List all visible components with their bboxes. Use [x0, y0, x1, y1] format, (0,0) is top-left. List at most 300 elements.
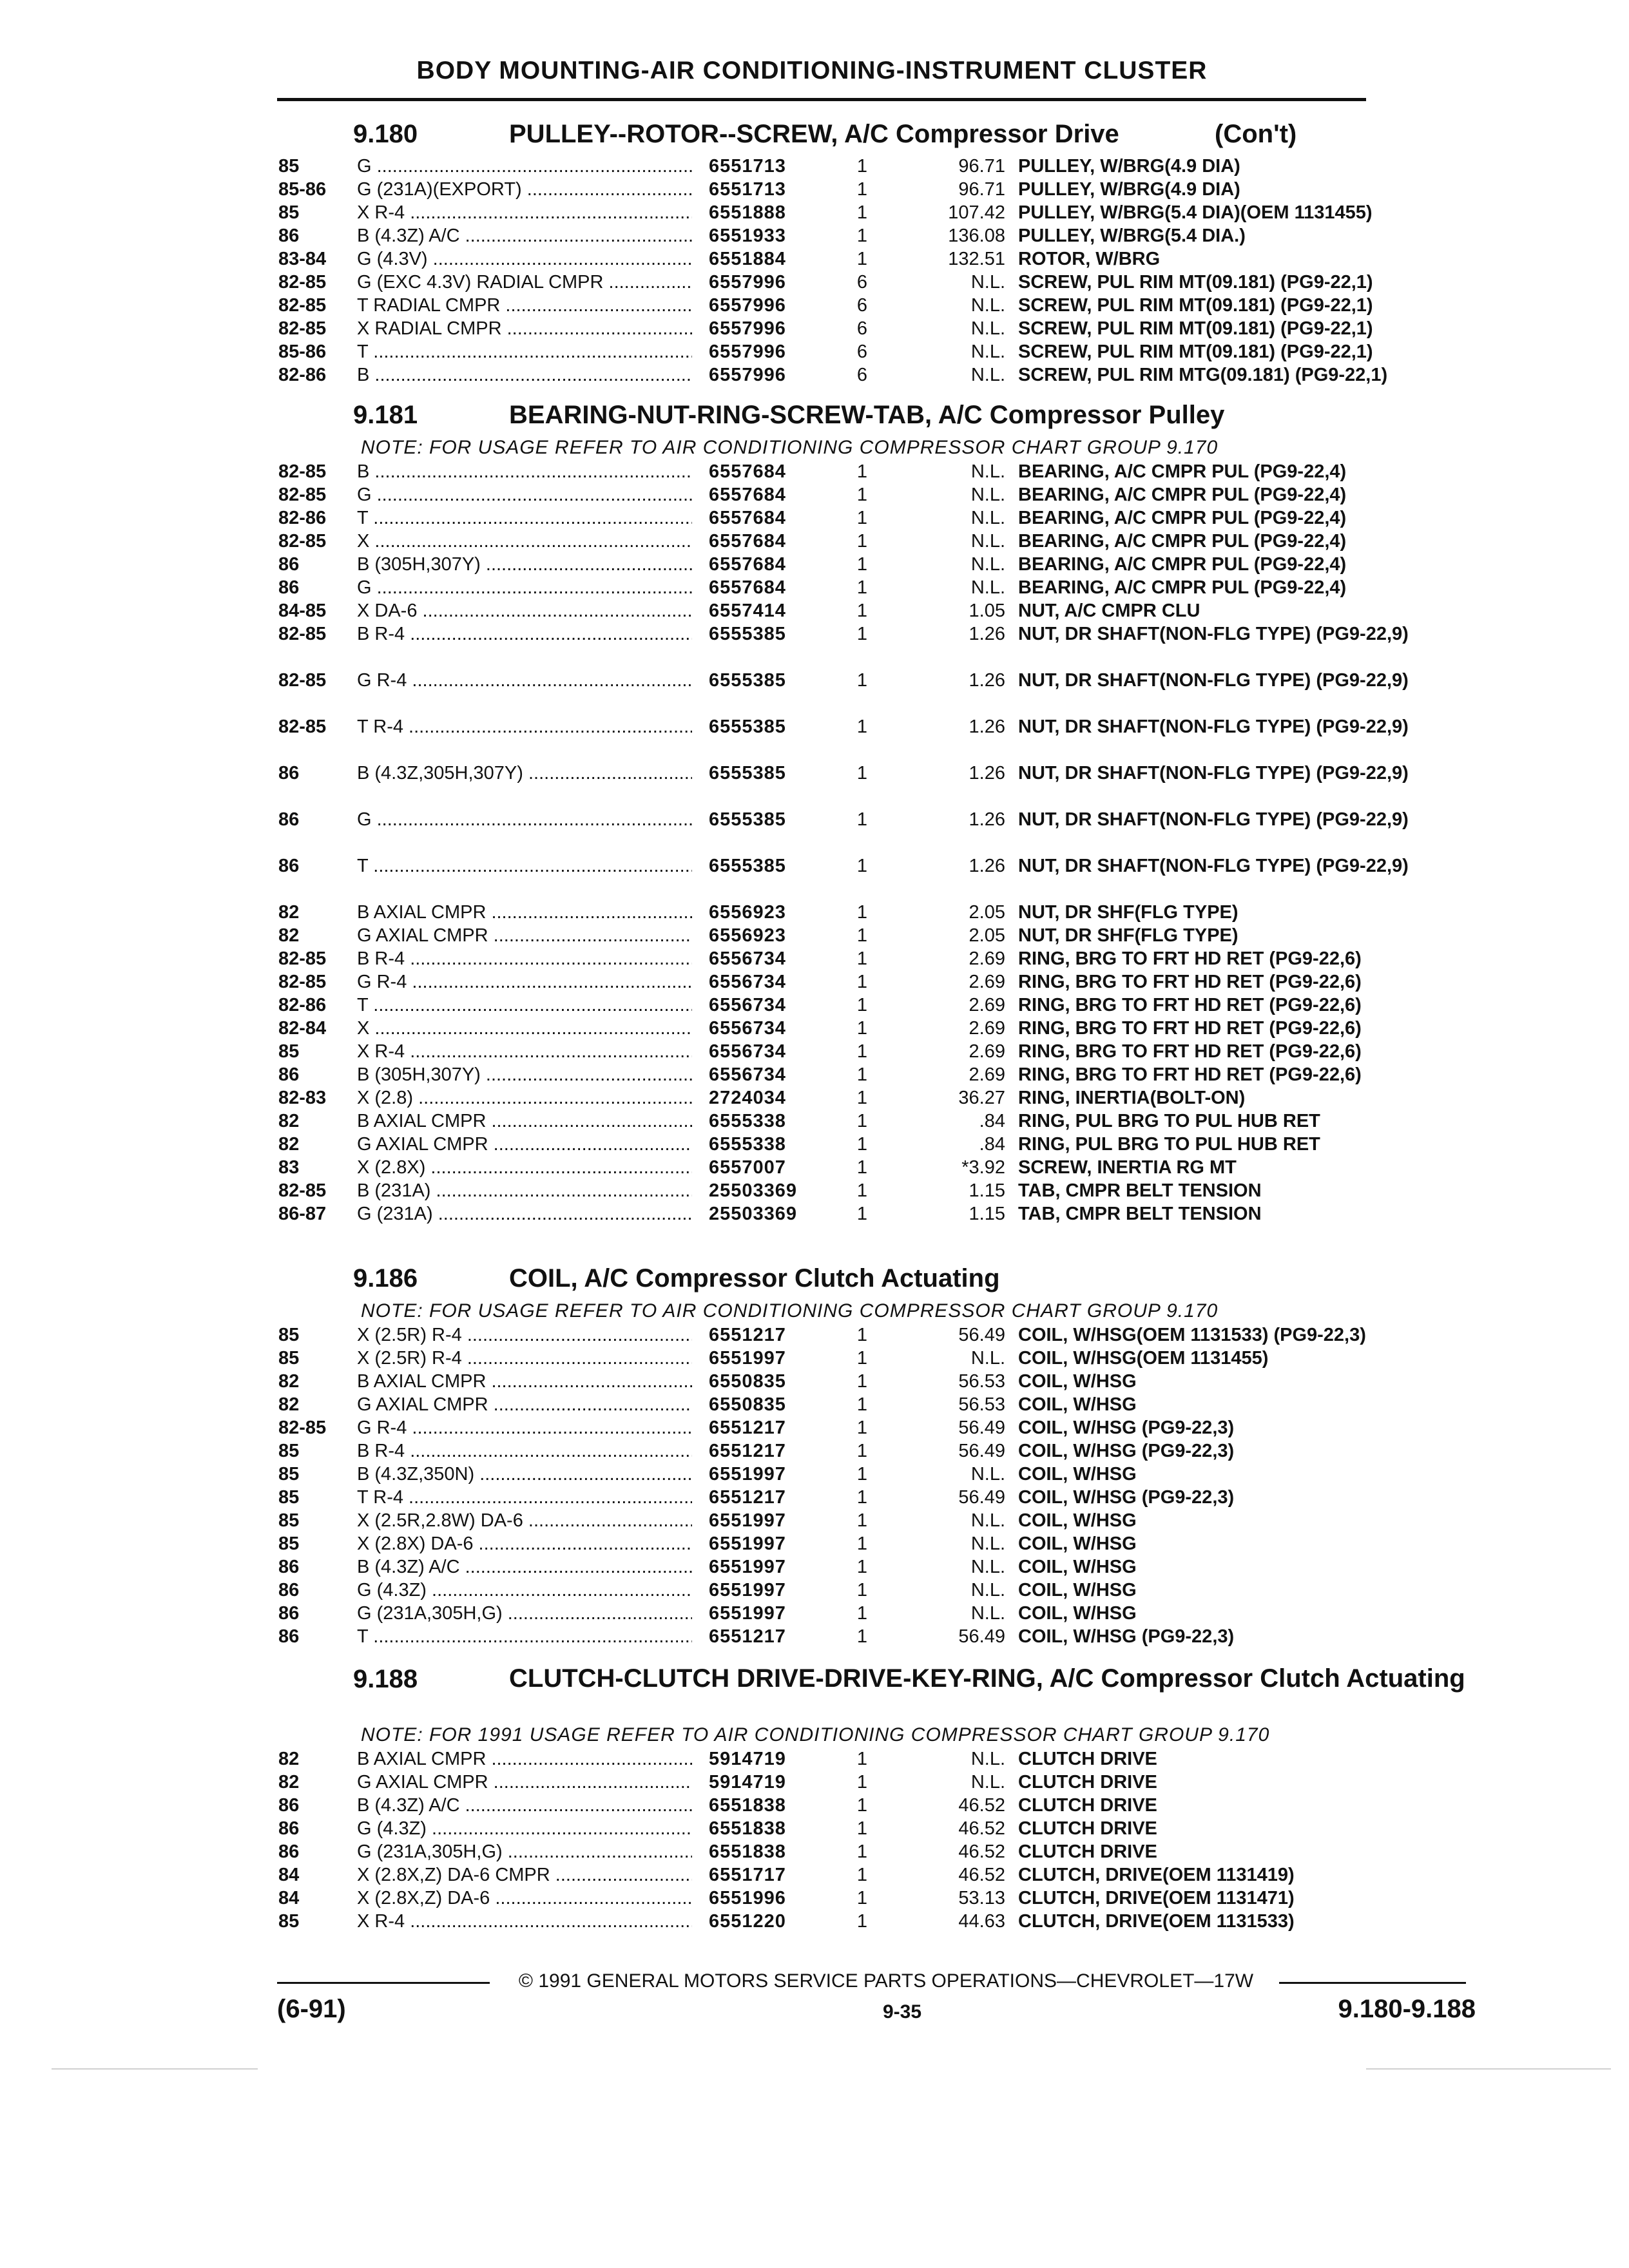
model-text: G .....	[357, 156, 692, 177]
quantity-cell: 1	[856, 485, 868, 505]
part-row	[0, 224, 1629, 247]
description-cell: RING, INERTIA(BOLT-ON)	[1018, 1088, 1246, 1108]
section-number: 9.188	[353, 1665, 418, 1693]
description-cell: NUT, DR SHAFT(NON-FLG TYPE) (PG9-22,9)	[1018, 716, 1409, 737]
part-row	[0, 1110, 1629, 1133]
year-cell: 82-85	[278, 1180, 327, 1201]
model-cell	[357, 363, 692, 387]
description-cell: PULLEY, W/BRG(5.4 DIA)(OEM 1131455)	[1018, 202, 1373, 223]
model-text: B (4.3Z,305H,307Y) .....	[357, 763, 692, 783]
model-text: G (231A,305H,G) .....	[357, 1603, 692, 1624]
price-cell: 56.49	[958, 1441, 1005, 1461]
model-text: B R-4 .....	[357, 624, 692, 644]
model-text: T .....	[357, 995, 692, 1015]
year-cell: 82-85	[278, 1418, 327, 1438]
year-cell: 82	[278, 1111, 300, 1131]
part-number-cell: 6555338	[709, 1134, 786, 1155]
part-row	[0, 178, 1629, 201]
quantity-cell: 1	[856, 1557, 868, 1577]
section-title: BEARING-NUT-RING-SCREW-TAB, A/C Compressor Pulley	[509, 401, 1225, 429]
model-cell	[357, 1370, 692, 1393]
year-cell: 82-85	[278, 318, 327, 339]
part-row	[0, 1393, 1629, 1416]
year-cell: 82-85	[278, 461, 327, 482]
description-cell: NUT, DR SHAFT(NON-FLG TYPE) (PG9-22,9)	[1018, 856, 1409, 876]
model-text: G .....	[357, 577, 692, 598]
year-cell: 85-86	[278, 341, 327, 362]
part-number-cell: 6557007	[709, 1157, 786, 1178]
part-number-cell: 5914719	[709, 1772, 786, 1792]
description-cell: SCREW, PUL RIM MT(09.181) (PG9-22,1)	[1018, 318, 1373, 339]
price-cell: 2.69	[969, 995, 1005, 1015]
model-cell	[357, 1887, 692, 1910]
part-row	[0, 294, 1629, 317]
quantity-cell: 1	[856, 1064, 868, 1085]
year-cell: 82-85	[278, 624, 327, 644]
description-cell: CLUTCH DRIVE	[1018, 1818, 1157, 1839]
model-text: G AXIAL CMPR .....	[357, 1134, 692, 1155]
part-number-cell: 6551217	[709, 1325, 786, 1345]
model-cell	[357, 340, 692, 363]
price-cell: 1.26	[969, 624, 1005, 644]
description-cell: SCREW, INERTIA RG MT	[1018, 1157, 1237, 1178]
part-number-cell: 6556923	[709, 902, 786, 923]
description-cell: BEARING, A/C CMPR PUL (PG9-22,4)	[1018, 554, 1347, 575]
year-cell: 86	[278, 1603, 300, 1624]
description-cell: SCREW, PUL RIM MT(09.181) (PG9-22,1)	[1018, 295, 1373, 316]
model-cell	[357, 155, 692, 178]
model-text: G (231A) .....	[357, 1204, 692, 1224]
description-cell: NUT, DR SHAFT(NON-FLG TYPE) (PG9-22,9)	[1018, 763, 1409, 783]
description-cell: CLUTCH, DRIVE(OEM 1131533)	[1018, 1911, 1295, 1932]
model-text: X (2.8) .....	[357, 1088, 692, 1108]
price-cell: 56.49	[958, 1418, 1005, 1438]
section-9-181	[0, 394, 1629, 1225]
model-cell	[357, 178, 692, 201]
price-cell: 2.69	[969, 948, 1005, 969]
quantity-cell: 1	[856, 1533, 868, 1554]
part-row	[0, 854, 1629, 901]
description-cell: COIL, W/HSG (PG9-22,3)	[1018, 1418, 1235, 1438]
year-cell: 86	[278, 1064, 300, 1085]
description-cell: RING, BRG TO FRT HD RET (PG9-22,6)	[1018, 995, 1362, 1015]
year-cell: 86	[278, 1557, 300, 1577]
year-cell: 82	[278, 1772, 300, 1792]
part-row	[0, 1794, 1629, 1817]
year-cell: 85	[278, 1464, 300, 1485]
quantity-cell: 1	[856, 1394, 868, 1415]
part-number-cell: 6556734	[709, 1064, 786, 1085]
quantity-cell: 1	[856, 1088, 868, 1108]
part-row	[0, 1840, 1629, 1863]
part-row	[0, 901, 1629, 924]
year-cell: 82-85	[278, 485, 327, 505]
year-cell: 85	[278, 202, 300, 223]
description-cell: RING, BRG TO FRT HD RET (PG9-22,6)	[1018, 1064, 1362, 1085]
year-cell: 85	[278, 156, 300, 177]
part-number-cell: 6551713	[709, 179, 786, 200]
section-number: 9.180	[353, 120, 418, 148]
description-cell: BEARING, A/C CMPR PUL (PG9-22,4)	[1018, 461, 1347, 482]
year-cell: 86	[278, 1580, 300, 1600]
part-number-cell: 6557996	[709, 318, 786, 339]
header-rule	[277, 98, 1366, 101]
model-cell	[357, 1817, 692, 1840]
model-text: B .....	[357, 461, 692, 482]
model-text: G .....	[357, 485, 692, 505]
price-cell: 132.51	[948, 249, 1005, 269]
footer-rule-right	[1279, 1982, 1466, 1984]
model-cell	[357, 854, 692, 878]
model-text: B .....	[357, 365, 692, 385]
part-number-cell: 6555385	[709, 763, 786, 783]
part-number-cell: 2724034	[709, 1088, 786, 1108]
quantity-cell: 1	[856, 1464, 868, 1485]
quantity-cell: 1	[856, 156, 868, 177]
part-row	[0, 483, 1629, 506]
part-number-cell: 25503369	[709, 1204, 798, 1224]
model-cell	[357, 1133, 692, 1156]
year-cell: 85	[278, 1441, 300, 1461]
model-cell	[357, 924, 692, 947]
price-cell: N.L.	[970, 318, 1005, 339]
description-cell: SCREW, PUL RIM MT(09.181) (PG9-22,1)	[1018, 272, 1373, 293]
price-cell: N.L.	[970, 1510, 1005, 1531]
quantity-cell: 6	[856, 318, 868, 339]
part-number-cell: 6555338	[709, 1111, 786, 1131]
part-row	[0, 1323, 1629, 1347]
model-text: B (4.3Z) A/C .....	[357, 1557, 692, 1577]
model-cell	[357, 1393, 692, 1416]
year-cell: 84	[278, 1888, 300, 1908]
year-cell: 86	[278, 577, 300, 598]
model-cell	[357, 1625, 692, 1648]
quantity-cell: 1	[856, 1626, 868, 1647]
part-row	[0, 317, 1629, 340]
part-number-cell: 6557684	[709, 577, 786, 598]
quantity-cell: 1	[856, 1510, 868, 1531]
model-cell	[357, 1555, 692, 1579]
quantity-cell: 1	[856, 1818, 868, 1839]
model-cell	[357, 294, 692, 317]
price-cell: 44.63	[958, 1911, 1005, 1932]
price-cell: 1.26	[969, 856, 1005, 876]
year-cell: 82	[278, 902, 300, 923]
description-cell: COIL, W/HSG (PG9-22,3)	[1018, 1441, 1235, 1461]
footer-group-range: 9.180-9.188	[1338, 1995, 1476, 2023]
model-text: X R-4 .....	[357, 1911, 692, 1932]
part-number-cell: 6556734	[709, 1018, 786, 1039]
quantity-cell: 1	[856, 1018, 868, 1039]
year-cell: 85	[278, 1510, 300, 1531]
quantity-cell: 1	[856, 716, 868, 737]
price-cell: N.L.	[970, 1580, 1005, 1600]
model-cell	[357, 901, 692, 924]
model-cell	[357, 1579, 692, 1602]
part-row	[0, 1156, 1629, 1179]
year-cell: 85	[278, 1348, 300, 1369]
price-cell: N.L.	[970, 1557, 1005, 1577]
footer-page-number: 9-35	[882, 2001, 922, 2023]
description-cell: NUT, DR SHAFT(NON-FLG TYPE) (PG9-22,9)	[1018, 624, 1409, 644]
part-number-cell: 6555385	[709, 624, 786, 644]
price-cell: N.L.	[970, 485, 1005, 505]
description-cell: NUT, DR SHAFT(NON-FLG TYPE) (PG9-22,9)	[1018, 809, 1409, 830]
year-cell: 82-85	[278, 716, 327, 737]
model-cell	[357, 1771, 692, 1794]
model-text: B R-4 .....	[357, 1441, 692, 1461]
footer-copyright: © 1991 GENERAL MOTORS SERVICE PARTS OPERATIONS—CHEVROLET—17W	[518, 1970, 1254, 1992]
model-text: X .....	[357, 531, 692, 552]
model-text: B (231A) .....	[357, 1180, 692, 1201]
description-cell: NUT, DR SHF(FLG TYPE)	[1018, 925, 1239, 946]
quantity-cell: 1	[856, 809, 868, 830]
price-cell: 2.05	[969, 902, 1005, 923]
part-number-cell: 6557414	[709, 601, 786, 621]
year-cell: 82-86	[278, 365, 327, 385]
model-cell	[357, 947, 692, 970]
part-number-cell: 6557684	[709, 485, 786, 505]
model-cell	[357, 506, 692, 530]
quantity-cell: 1	[856, 1204, 868, 1224]
price-cell: 53.13	[958, 1888, 1005, 1908]
part-row	[0, 970, 1629, 994]
part-row	[0, 553, 1629, 576]
model-text: G (4.3Z) .....	[357, 1580, 692, 1600]
description-cell: TAB, CMPR BELT TENSION	[1018, 1204, 1262, 1224]
quantity-cell: 1	[856, 1772, 868, 1792]
model-cell	[357, 599, 692, 622]
quantity-cell: 1	[856, 577, 868, 598]
description-cell: COIL, W/HSG(OEM 1131533) (PG9-22,3)	[1018, 1325, 1366, 1345]
part-row	[0, 1179, 1629, 1202]
part-number-cell: 6551933	[709, 226, 786, 246]
model-text: G R-4 .....	[357, 1418, 692, 1438]
model-cell	[357, 1463, 692, 1486]
model-cell	[357, 762, 692, 785]
part-number-cell: 5914719	[709, 1749, 786, 1769]
model-text: T .....	[357, 508, 692, 528]
model-cell	[357, 994, 692, 1017]
model-cell	[357, 1509, 692, 1532]
part-row	[0, 1602, 1629, 1625]
part-number-cell: 6555385	[709, 856, 786, 876]
price-cell: 46.52	[958, 1818, 1005, 1839]
scan-smudge	[52, 2068, 258, 2070]
part-number-cell: 6551217	[709, 1626, 786, 1647]
year-cell: 82-85	[278, 531, 327, 552]
model-text: G AXIAL CMPR .....	[357, 1394, 692, 1415]
part-row	[0, 1439, 1629, 1463]
model-cell	[357, 1040, 692, 1063]
year-cell: 82-83	[278, 1088, 327, 1108]
year-cell: 82	[278, 1371, 300, 1392]
part-number-cell: 6557684	[709, 531, 786, 552]
model-text: G (231A)(EXPORT) .....	[357, 179, 692, 200]
part-row	[0, 340, 1629, 363]
footer-rule-left	[277, 1982, 490, 1984]
price-cell: 96.71	[958, 156, 1005, 177]
part-number-cell: 6557684	[709, 508, 786, 528]
description-cell: COIL, W/HSG	[1018, 1371, 1137, 1392]
part-number-cell: 6551997	[709, 1580, 786, 1600]
description-cell: COIL, W/HSG	[1018, 1603, 1137, 1624]
description-cell: COIL, W/HSG(OEM 1131455)	[1018, 1348, 1269, 1369]
description-cell: COIL, W/HSG	[1018, 1580, 1137, 1600]
part-row	[0, 669, 1629, 715]
year-cell: 86-87	[278, 1204, 327, 1224]
quantity-cell: 1	[856, 1603, 868, 1624]
model-text: B AXIAL CMPR .....	[357, 902, 692, 923]
quantity-cell: 1	[856, 554, 868, 575]
price-cell: N.L.	[970, 1533, 1005, 1554]
part-row	[0, 271, 1629, 294]
year-cell: 86	[278, 226, 300, 246]
part-row	[0, 460, 1629, 483]
year-cell: 85	[278, 1487, 300, 1508]
price-cell: *3.92	[961, 1157, 1005, 1178]
price-cell: N.L.	[970, 1348, 1005, 1369]
section-9-186	[0, 1258, 1629, 1648]
quantity-cell: 1	[856, 1180, 868, 1201]
description-cell: RING, BRG TO FRT HD RET (PG9-22,6)	[1018, 1018, 1362, 1039]
page-header-title: BODY MOUNTING-AIR CONDITIONING-INSTRUMENT CLUSTER	[416, 57, 1208, 84]
description-cell: TAB, CMPR BELT TENSION	[1018, 1180, 1262, 1201]
price-cell: 36.27	[958, 1088, 1005, 1108]
model-cell	[357, 530, 692, 553]
part-row	[0, 1416, 1629, 1439]
model-cell	[357, 1156, 692, 1179]
scan-smudge	[1366, 2068, 1611, 2070]
part-number-cell: 6557684	[709, 554, 786, 575]
part-number-cell: 6551884	[709, 249, 786, 269]
model-text: T RADIAL CMPR .....	[357, 295, 692, 316]
quantity-cell: 1	[856, 1157, 868, 1178]
part-row	[0, 1555, 1629, 1579]
part-number-cell: 6551713	[709, 156, 786, 177]
description-cell: BEARING, A/C CMPR PUL (PG9-22,4)	[1018, 531, 1347, 552]
quantity-cell: 1	[856, 1111, 868, 1131]
description-cell: COIL, W/HSG	[1018, 1533, 1137, 1554]
description-cell: CLUTCH DRIVE	[1018, 1841, 1157, 1862]
quantity-cell: 1	[856, 601, 868, 621]
quantity-cell: 1	[856, 1865, 868, 1885]
model-cell	[357, 201, 692, 224]
part-number-cell: 6551220	[709, 1911, 786, 1932]
part-number-cell: 6557996	[709, 365, 786, 385]
year-cell: 85	[278, 1041, 300, 1062]
part-row	[0, 808, 1629, 854]
model-text: G (EXC 4.3V) RADIAL CMPR .....	[357, 272, 692, 293]
part-row	[0, 1579, 1629, 1602]
quantity-cell: 1	[856, 763, 868, 783]
part-number-cell: 6551717	[709, 1865, 786, 1885]
model-cell	[357, 1486, 692, 1509]
quantity-cell: 1	[856, 902, 868, 923]
quantity-cell: 6	[856, 272, 868, 293]
description-cell: ROTOR, W/BRG	[1018, 249, 1161, 269]
footer-date: (6-91)	[277, 1995, 346, 2023]
part-row	[0, 155, 1629, 178]
part-number-cell: 6556734	[709, 948, 786, 969]
quantity-cell: 1	[856, 1441, 868, 1461]
description-cell: PULLEY, W/BRG(4.9 DIA)	[1018, 156, 1240, 177]
part-number-cell: 6551997	[709, 1557, 786, 1577]
price-cell: N.L.	[970, 365, 1005, 385]
section-note: NOTE: FOR USAGE REFER TO AIR CONDITIONING COMPRESSOR CHART GROUP 9.170	[361, 1300, 1219, 1321]
quantity-cell: 1	[856, 624, 868, 644]
year-cell: 86	[278, 554, 300, 575]
year-cell: 86	[278, 1626, 300, 1647]
model-text: X (2.8X) .....	[357, 1157, 692, 1178]
quantity-cell: 1	[856, 995, 868, 1015]
quantity-cell: 1	[856, 1041, 868, 1062]
model-text: X RADIAL CMPR .....	[357, 318, 692, 339]
quantity-cell: 1	[856, 1134, 868, 1155]
part-number-cell: 6557996	[709, 295, 786, 316]
model-text: G R-4 .....	[357, 670, 692, 691]
model-cell	[357, 1347, 692, 1370]
part-number-cell: 6551997	[709, 1533, 786, 1554]
description-cell: COIL, W/HSG (PG9-22,3)	[1018, 1626, 1235, 1647]
price-cell: 2.69	[969, 972, 1005, 992]
quantity-cell: 1	[856, 1418, 868, 1438]
part-row	[0, 1863, 1629, 1887]
year-cell: 85	[278, 1325, 300, 1345]
model-text: B AXIAL CMPR .....	[357, 1111, 692, 1131]
price-cell: 2.69	[969, 1018, 1005, 1039]
quantity-cell: 1	[856, 1348, 868, 1369]
part-number-cell: 6551997	[709, 1510, 786, 1531]
model-cell	[357, 970, 692, 994]
part-row	[0, 1532, 1629, 1555]
section-number: 9.181	[353, 401, 418, 429]
model-cell	[357, 1794, 692, 1817]
part-number-cell: 6551217	[709, 1487, 786, 1508]
description-cell: NUT, A/C CMPR CLU	[1018, 601, 1200, 621]
model-text: T R-4 .....	[357, 1487, 692, 1508]
price-cell: N.L.	[970, 554, 1005, 575]
model-cell	[357, 669, 692, 692]
part-number-cell: 6551888	[709, 202, 786, 223]
price-cell: N.L.	[970, 1603, 1005, 1624]
price-cell: 1.05	[969, 601, 1005, 621]
model-text: G (231A,305H,G) .....	[357, 1841, 692, 1862]
part-number-cell: 6550835	[709, 1394, 786, 1415]
section-note: NOTE: FOR USAGE REFER TO AIR CONDITIONING COMPRESSOR CHART GROUP 9.170	[361, 437, 1219, 458]
model-cell	[357, 715, 692, 738]
quantity-cell: 1	[856, 531, 868, 552]
year-cell: 84	[278, 1865, 300, 1885]
part-row	[0, 1202, 1629, 1225]
description-cell: CLUTCH, DRIVE(OEM 1131419)	[1018, 1865, 1295, 1885]
part-number-cell: 6551217	[709, 1418, 786, 1438]
model-text: T .....	[357, 1626, 692, 1647]
quantity-cell: 1	[856, 1325, 868, 1345]
price-cell: N.L.	[970, 531, 1005, 552]
description-cell: RING, BRG TO FRT HD RET (PG9-22,6)	[1018, 948, 1362, 969]
part-number-cell: 25503369	[709, 1180, 798, 1201]
model-cell	[357, 1063, 692, 1086]
part-number-cell: 6556923	[709, 925, 786, 946]
model-text: G .....	[357, 809, 692, 830]
model-text: X (2.8X,Z) DA-6 .....	[357, 1888, 692, 1908]
model-cell	[357, 1532, 692, 1555]
part-number-cell: 6555385	[709, 670, 786, 691]
year-cell: 86	[278, 1818, 300, 1839]
part-number-cell: 6551997	[709, 1464, 786, 1485]
part-row	[0, 506, 1629, 530]
